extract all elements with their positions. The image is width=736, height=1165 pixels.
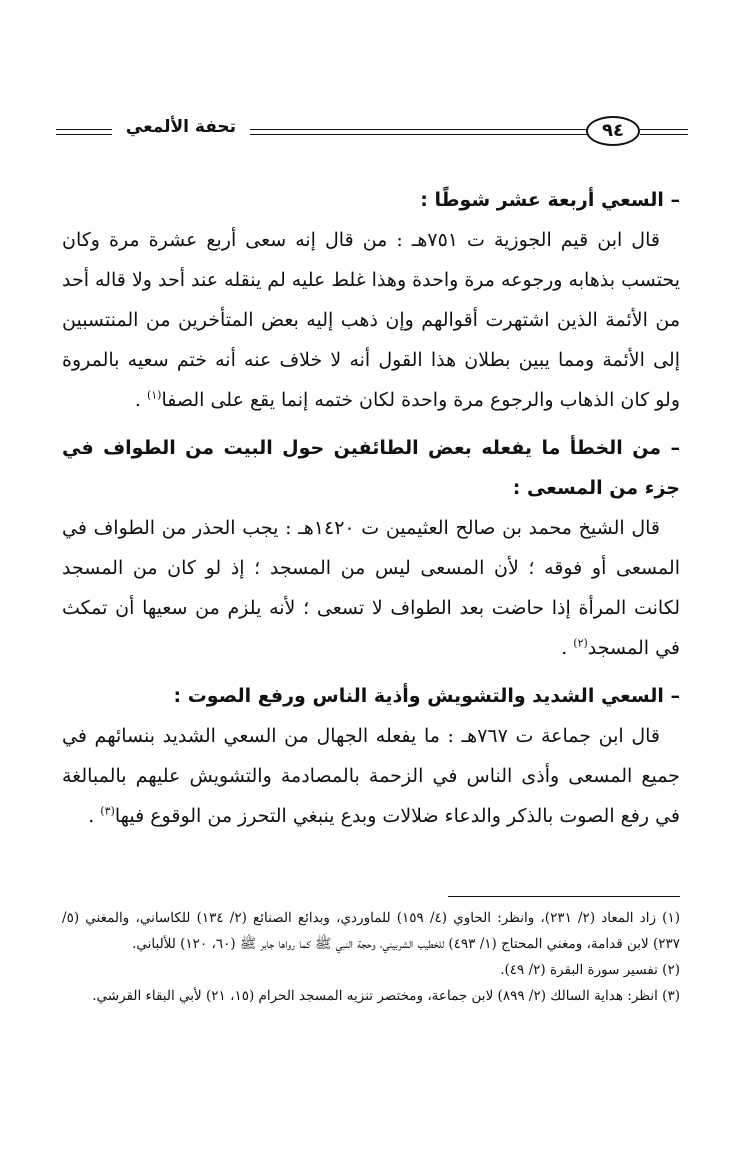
section-heading-3: – السعي الشديد والتشويش وأذية الناس ورفع الصوت : [173, 685, 680, 707]
footnote-1: (١) زاد المعاد (٢/ ٢٣١)، وانظر: الحاوي (٤/ ١٥٩) للماوردي، وبدائع الصنائع (٢/ ١٣٤) للكاساني، والمغني (٥/ ٢٣٧) لابن قدامة، ومغني المحتاج (١/ ٤٩٣) للخطيب الشربيني، وحجة النبي ﷺ كما رواها جابر ﷺ (٦٠، ١٢٠) للألباني. [62, 910, 680, 952]
paragraph-1: قال ابن قيم الجوزية ت ٧٥١هـ : من قال إنه سعى أربع عشرة مرة وكان يحتسب بذهابه ورجوعه مرة واحدة وهذا غلط عليه لم ينقله عند أحد ولا قاله أحد من الأئمة الذين اشتهرت أقوالهم وإن ذهب إليه بعض المتأخرين من المنتسبين إلى الأئمة ومما يبين بطلان هذا القول أنه لا خلاف عنه أنه ختم سعيه بالمروة ولو كان الذهاب والرجوع مرة واحدة لكان ختمه إنما يقع على الصفا$^{(١)}$ . [62, 229, 680, 411]
header-rule-right [640, 129, 688, 135]
footnotes [62, 905, 680, 1009]
paragraph-2-text: قال الشيخ محمد بن صالح العثيمين ت ١٤٢٠هـ : يجب الحذر من الطواف في المسعى أو فوقه ؛ لأن المسعى ليس من المسجد ؛ إذ لو كان من المسجد لكانت المرأة إذا حاضت بعد الطواف لا تسعى ؛ لأنه يلزم من سعيها أن تمكث في المسجد [62, 517, 680, 659]
book-title: تحفة الألمعي [125, 117, 237, 137]
section-heading-1: – السعي أربعة عشر شوطًا : [420, 189, 680, 211]
header-rule-left [56, 129, 112, 135]
footnote-ref-1: (١) [146, 388, 162, 402]
paragraph-3-text: قال ابن جماعة ت ٧٦٧هـ : ما يفعله الجهال من السعي الشديد بنسائهم في جميع المسعى وأذى الناس في الزحمة بالمصادمة والتشويش عليهم بالمبالغة في رفع الصوت بالذكر والدعاء ضلالات وبدع ينبغي التحرز من الوقوع فيها [62, 725, 680, 827]
header-rule-middle [250, 129, 588, 135]
footnote-ref-3: (٣) [100, 804, 115, 818]
paragraph-2: قال الشيخ محمد بن صالح العثيمين ت ١٤٢٠هـ : يجب الحذر من الطواف في المسعى أو فوقه ؛ لأن المسعى ليس من المسجد ؛ إذ لو كان من المسجد لكانت المرأة إذا حاضت بعد الطواف لا تسعى ؛ لأنه يلزم من سعيها أن تمكث في المسجد$^{(٢)}$ . [62, 517, 680, 659]
paragraph-1-text: قال ابن قيم الجوزية ت ٧٥١هـ : من قال إنه سعى أربع عشرة مرة وكان يحتسب بذهابه ورجوعه مرة واحدة وهذا غلط عليه لم ينقله عند أحد ولا قاله أحد من الأئمة الذين اشتهرت أقوالهم وإن ذهب إليه بعض المتأخرين من المنتسبين إلى الأئمة ومما يبين بطلان هذا القول أنه لا خلاف عنه أنه ختم سعيه بالمروة ولو كان الذهاب والرجوع مرة واحدة لكان ختمه إنما يقع على الصفا [62, 229, 680, 411]
footnote-separator [448, 896, 680, 897]
footnote-2: (٢) تفسير سورة البقرة (٢/ ٤٩). [500, 962, 680, 978]
running-header [56, 112, 688, 152]
paragraph-3: قال ابن جماعة ت ٧٦٧هـ : ما يفعله الجهال من السعي الشديد بنسائهم في جميع المسعى وأذى الناس في الزحمة بالمصادمة والتشويش عليهم بالمبالغة في رفع الصوت بالذكر والدعاء ضلالات وبدع ينبغي التحرز من الوقوع فيها$^{(٣)}$ . [62, 725, 680, 827]
section-heading-2: – من الخطأ ما يفعله بعض الطائفين حول البيت من الطواف في جزء من المسعى : [62, 437, 680, 499]
main-text [62, 180, 680, 836]
footnote-3: (٣) انظر: هداية السالك (٢/ ٨٩٩) لابن جماعة، ومختصر تنزيه المسجد الحرام (١٥، ٢١) لأبي البقاء القرشي. [92, 988, 680, 1004]
page-number: ٩٤ [586, 116, 640, 146]
footnote-ref-2: (٢) [573, 636, 588, 650]
